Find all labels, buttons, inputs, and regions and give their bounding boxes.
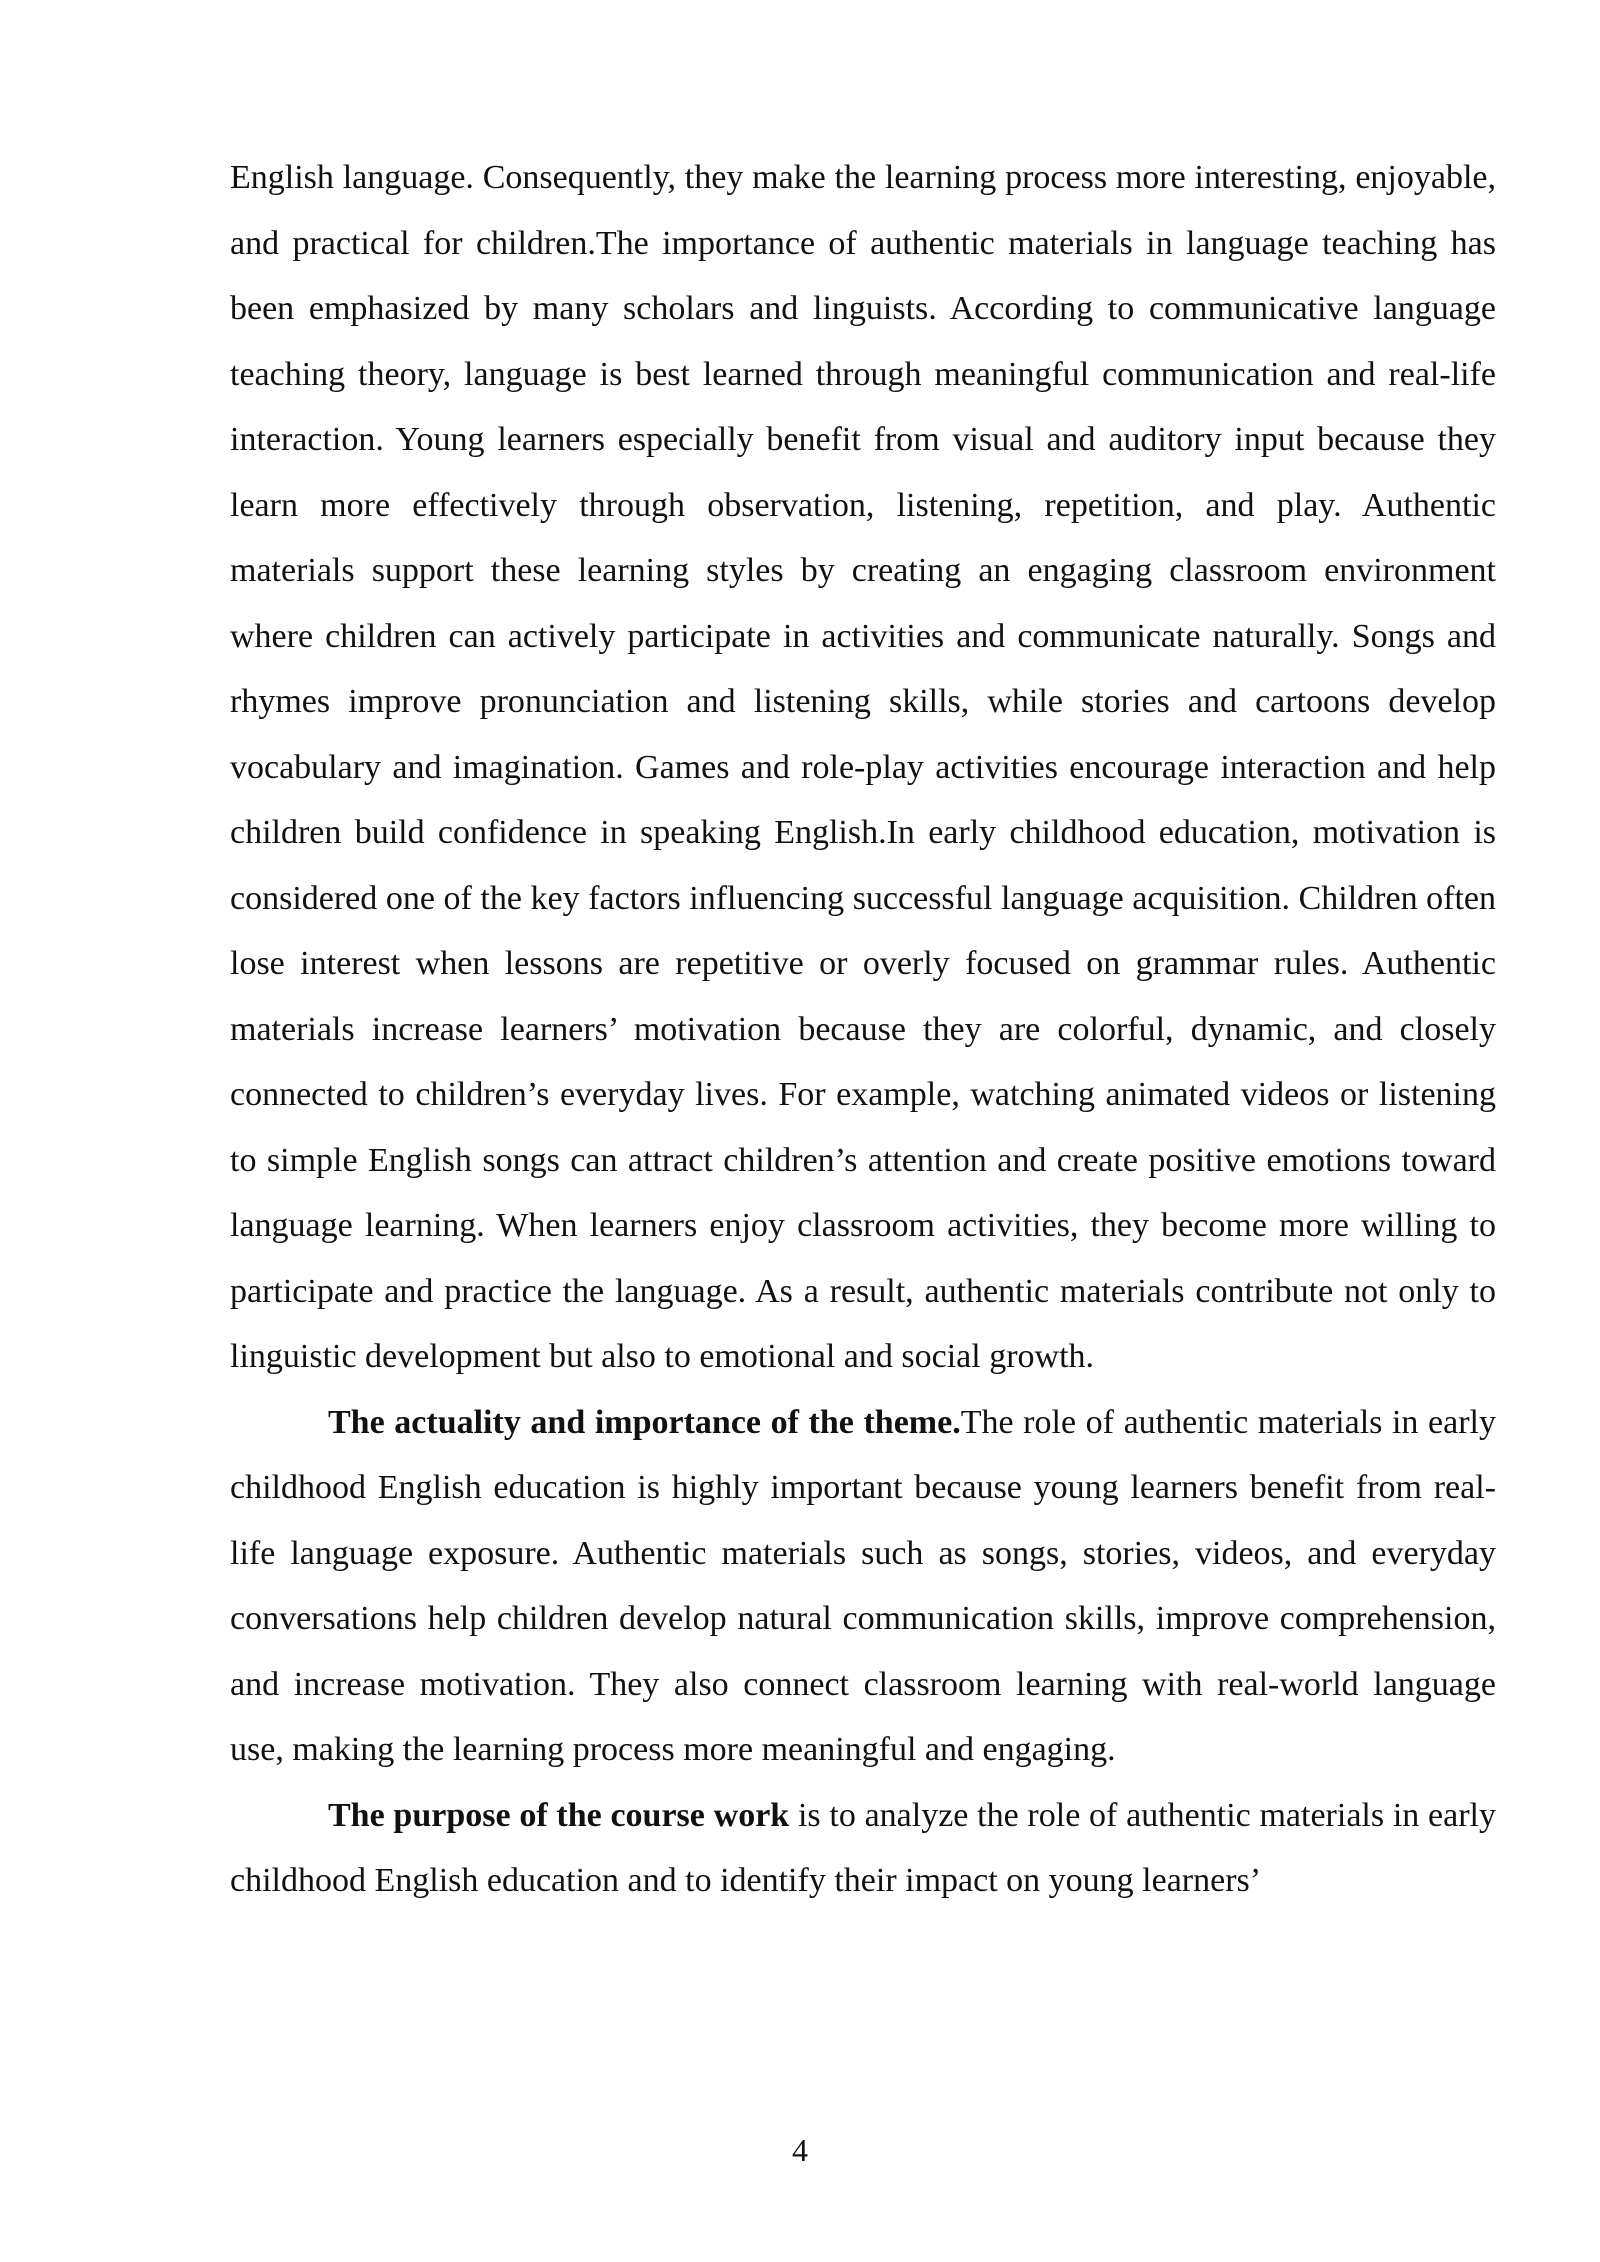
purpose-paragraph [230,1783,1496,1914]
paragraph-text: The role of authentic materials in early childhood English education is highly important because young learners benefit from real-life language exposure. Authentic materials such as songs, stories, videos, and everyday conversations help children develop natural communication skills, improve comprehension, and increase motivation. They also connect classroom learning with real-world language use, making the learning process more meaningful and engaging. [230,1403,1496,1768]
document-body [230,145,1496,1914]
section-heading-actuality: The actuality and importance of the theme. [328,1403,961,1441]
paragraph-text: English language. Consequently, they make the learning process more interesting, enjoyable, and practical for children.The importance of authentic materials in language teaching has been emphasized by many scholars and linguists. According to communicative language teaching theory, language is best learned through meaningful communication and real-life interaction. Young learners especially benefit from visual and auditory input because they learn more effectively through observation, listening, repetition, and play. Authentic materials support these learning styles by creating an engaging classroom environment where children can actively participate in activities and communicate naturally. Songs and rhymes improve pronunciation and listening skills, while stories and cartoons develop vocabulary and imagination. Games and role-play activities encourage interaction and help children build confidence in speaking English.In early childhood education, motivation is considered one of the key factors influencing successful language acquisition. Children often lose interest when lessons are repetitive or overly focused on grammar rules. Authentic materials increase learners’ motivation because they are colorful, dynamic, and closely connected to children’s everyday lives. For example, watching animated videos or listening to simple English songs can attract children’s attention and create positive emotions toward language learning. When learners enjoy classroom activities, they become more willing to participate and practice the language. As a result, authentic materials contribute not only to linguistic development but also to emotional and social growth. [230,159,1496,1375]
actuality-paragraph [230,1390,1496,1783]
page-number: 4 [792,2132,808,2168]
paragraph-text: is to analyze the role of authentic materials in early childhood English education and to identify their impact on young learners’ [230,1796,1496,1899]
body-paragraph [230,145,1496,1390]
section-heading-purpose: The purpose of the course work [328,1796,790,1834]
